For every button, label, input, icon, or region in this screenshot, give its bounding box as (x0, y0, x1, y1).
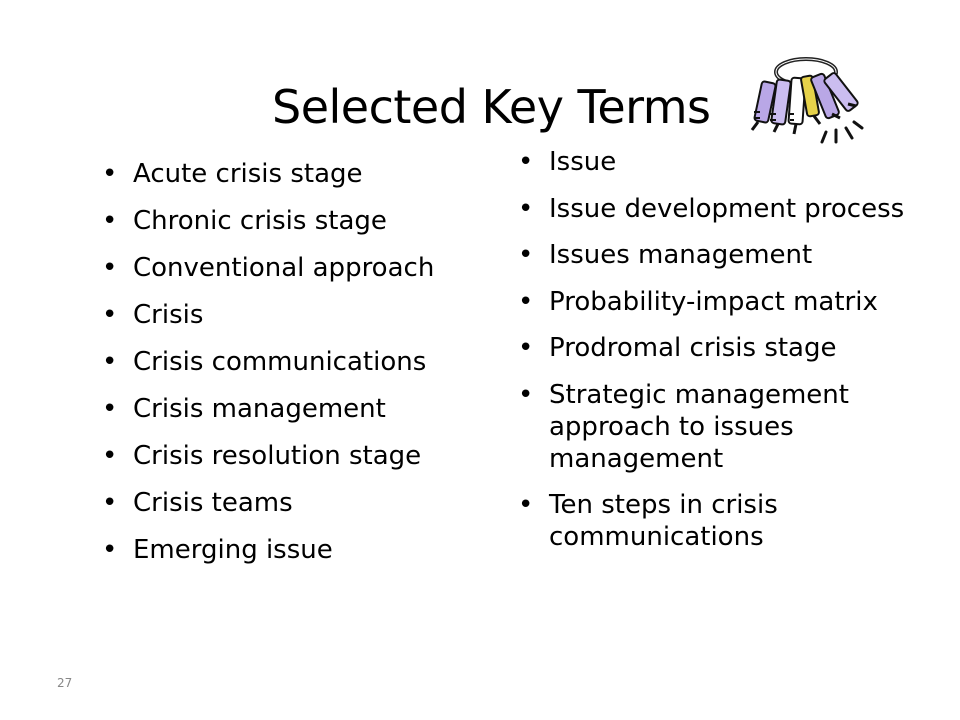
bullet-icon: • (102, 347, 118, 377)
bullet-icon: • (102, 300, 118, 330)
list-item: • Conventional approach (102, 253, 435, 283)
bullet-icon: • (518, 286, 534, 317)
list-item: • Crisis teams (102, 488, 293, 518)
slide-title: Selected Key Terms (272, 80, 711, 134)
list-item: • Crisis management (102, 394, 386, 424)
list-item: • Chronic crisis stage (102, 206, 387, 236)
list-item: • Crisis resolution stage (102, 441, 422, 471)
list-item: • Emerging issue (102, 535, 333, 565)
list-item: • Acute crisis stage (102, 159, 363, 189)
list-item: • Crisis communications (102, 347, 427, 377)
bullet-icon: • (102, 394, 118, 424)
right-term-list (518, 146, 918, 568)
bullet-icon: • (102, 535, 118, 565)
bullet-icon: • (102, 253, 118, 283)
bullet-icon: • (518, 147, 534, 177)
list-item: • Crisis (102, 300, 204, 330)
bullet-icon: • (102, 488, 118, 518)
list-item: • Issue development process (518, 193, 905, 224)
bullet-icon: • (518, 333, 534, 363)
list-item: • Strategic management approach to issues management (518, 379, 849, 474)
list-item: • Probability-impact matrix (518, 286, 878, 317)
list-item: • Issues management (518, 240, 813, 270)
list-item: • Prodromal crisis stage (518, 333, 837, 363)
bullet-icon: • (102, 206, 118, 236)
bullet-icon: • (518, 490, 534, 520)
bullet-icon: • (102, 159, 118, 189)
bullet-icon: • (102, 441, 118, 471)
list-item: • Ten steps in crisis communications (518, 490, 778, 552)
bullet-icon: • (518, 379, 534, 410)
bullet-icon: • (518, 193, 534, 224)
list-item: • Issue (518, 147, 617, 177)
slide-number: 27 (57, 676, 73, 690)
bullet-icon: • (518, 240, 534, 270)
keys-icon (744, 52, 864, 148)
left-term-list (102, 158, 482, 581)
